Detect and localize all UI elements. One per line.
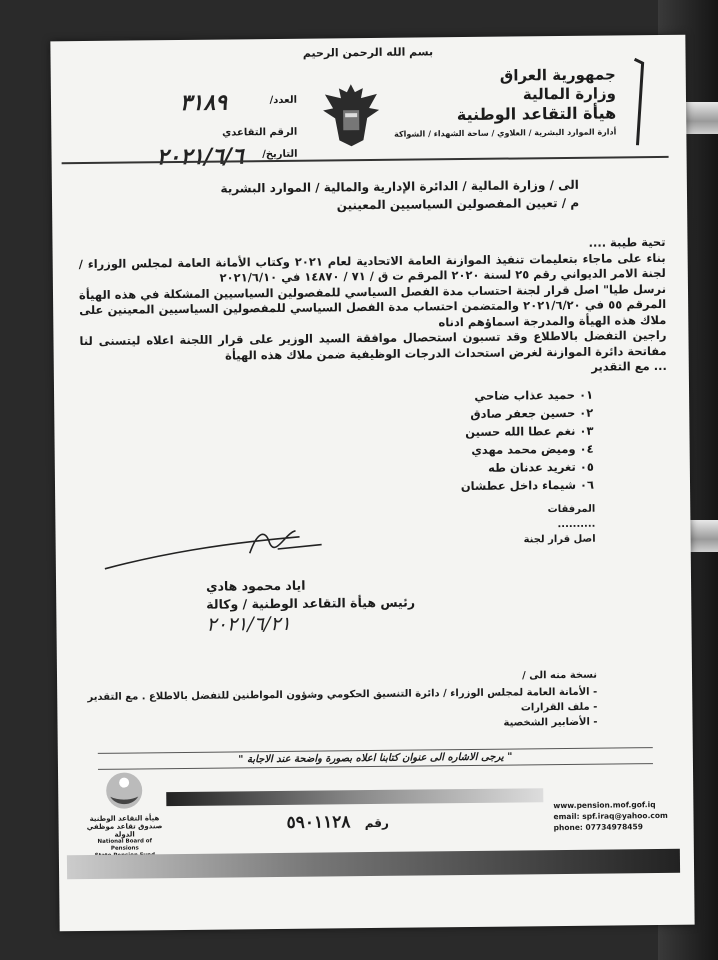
paragraph-2: نرسل طيا" اصل قرار لجنة احتساب مدة الفصل السياسي للمفصولين السياسيين المشكلة في هذه الهيأة المرقم ٥٥ في ٢٠٢١/٦/٢٠ والمتضمن احتساب مدة الفصل السياسي للمفصولين السياسيين المعينين على ملاك هذه الهيأة والمدرجة اسماؤهم ادناه xyxy=(78,281,667,329)
copy-to-item: - الأمانة العامة لمجلس الوزراء / دائرة التنسيق الحكومي وشؤون المواطنين للتفضل بالاطلاع . مع التقدير xyxy=(87,686,598,703)
signature-scribble-icon xyxy=(99,522,340,575)
website: www.pension.mof.gof.iq xyxy=(553,800,656,811)
bottom-band xyxy=(67,849,680,879)
contact-info xyxy=(553,799,673,833)
paragraph-1: بناء على ماجاء بتعليمات تنفيذ الموازنة العامة الاتحادية لعام ٢٠٢١ وكتاب الأمانة العامة لمجلس الوزراء / لجنة الامر الديواني رقم ٢٥ لسنة ٢٠٢٠ المرقم ت ق / ٧١ / ١٤٨٧٠ في ٢٠٢١/٦/١٠ xyxy=(78,250,666,285)
paragraph-3: راجين التفضل بالاطلاع وقد تسبون استحصال موافقة السيد الوزير على قرار اللجنة اعلاه ليتسنى لنا مفاتحة دائرة الموازنة لغرض استحداث الدرجات الوظيفية ضمن ملاك هذه الهيأة xyxy=(79,327,667,363)
email: email: spf.iraq@yahoo.com xyxy=(553,810,668,822)
copy-to-title: نسخة منه الى / xyxy=(522,669,598,682)
npf-arabic-name: هيأة التقاعد الوطنية xyxy=(89,814,160,823)
org-ministry: وزارة المالية xyxy=(522,84,617,104)
retirement-number-label: الرقم التقاعدي xyxy=(222,126,298,139)
signature-date-handwritten: ٢٠٢١/٦/٢١ xyxy=(206,612,291,636)
recipient-block xyxy=(220,176,579,216)
iraq-eagle-emblem-icon xyxy=(319,80,384,151)
closing: ... مع التقدير xyxy=(591,358,667,374)
list-item: ٠٢ حسين جعفر صادق xyxy=(470,405,594,421)
list-item: ٠٤ وميض محمد مهدي xyxy=(471,441,594,457)
footer-band xyxy=(166,788,543,806)
npf-arabic-subname: صندوق تقاعد موظفي الدولة xyxy=(86,822,163,839)
greeting: تحية طيبة .... xyxy=(588,234,666,250)
ministry-logo-icon xyxy=(632,57,647,147)
number-label: العدد/ xyxy=(269,94,298,107)
date-label: التاريخ/ xyxy=(262,148,298,161)
reply-note: " يرجى الاشاره الى عنوان كتابنا اعلاه بصورة واضحة عند الاجابة " xyxy=(98,747,653,770)
number-handwritten: ٣١٨٩ xyxy=(179,89,228,116)
recipient-line: الى / وزارة المالية / الدائرة الإدارية والمالية / الموارد البشرية xyxy=(220,177,579,196)
list-item: ٠١ حميد عذاب ضاحي xyxy=(474,387,594,403)
org-republic: جمهورية العراق xyxy=(499,65,616,85)
national-pension-logo xyxy=(84,770,165,860)
phone: phone: 07734978459 xyxy=(553,822,643,833)
attachments-label: المرفقات xyxy=(547,503,596,516)
organization-header xyxy=(393,65,616,143)
list-item: ٠٣ نغم عطا الله حسين xyxy=(465,423,594,440)
org-department: أدارة الموارد البشرية / العلاوي / ساحة الشهداء / الشواكة xyxy=(394,127,617,139)
copy-to-item: - ملف القرارات xyxy=(520,701,598,714)
copy-to-item: - الأضابير الشخصية xyxy=(503,716,598,729)
subject-line: م / تعيين المفصولين السياسيين المعينين xyxy=(336,195,580,213)
reference-number xyxy=(286,812,389,833)
date-handwritten: ٢٠٢١/٦/٦ xyxy=(156,143,244,171)
copy-to-block xyxy=(57,668,598,736)
list-item: ٠٥ تغريد عدنان طه xyxy=(488,459,594,475)
org-board: هيأة التقاعد الوطنية xyxy=(456,103,617,125)
letter-body xyxy=(78,235,666,381)
signer-block xyxy=(206,576,415,614)
attachments-item: اصل قرار لجنة xyxy=(523,533,596,546)
list-item: ٠٦ شيماء داخل عطشان xyxy=(460,477,595,494)
ref-label: رقم xyxy=(364,815,389,831)
pension-fund-logo-icon xyxy=(102,770,146,810)
basmala: بسم الله الرحمن الرحيم xyxy=(302,45,434,60)
signer-title: رئيس هيأة التقاعد الوطنية / وكالة xyxy=(206,594,416,612)
ref-number-handwritten: ٥٩٠١١٢٨ xyxy=(286,812,351,833)
attachments-dots: .......... xyxy=(557,518,596,531)
attachments-block xyxy=(523,502,596,548)
document-page xyxy=(50,35,694,932)
npf-english-name: National Board of Pensions xyxy=(97,838,152,852)
reference-block xyxy=(67,89,298,177)
names-list xyxy=(460,386,594,495)
signer-name: اياد محمود هادي xyxy=(205,577,306,594)
